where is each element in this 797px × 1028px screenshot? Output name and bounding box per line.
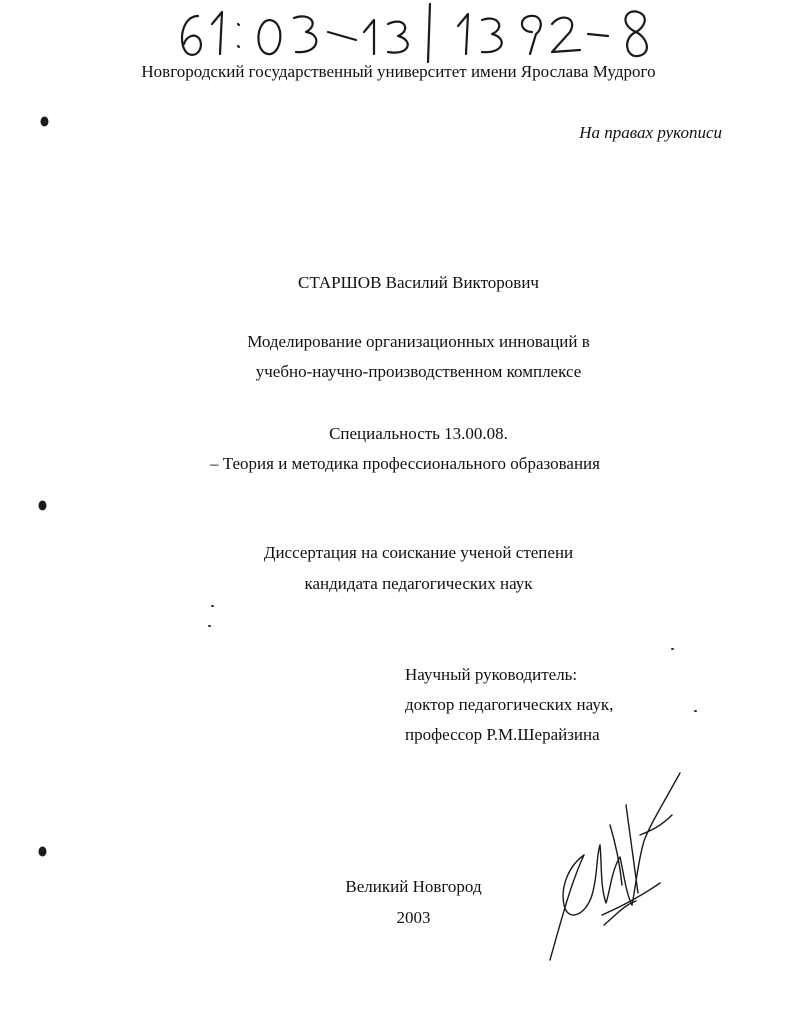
handwritten-signature — [540, 765, 700, 975]
binder-hole-mark — [40, 116, 49, 127]
manuscript-note: На правах рукописи — [579, 123, 722, 142]
university-name: Новгородский государственный университет имени Ярослава Мудрого — [141, 62, 656, 81]
year: 2003 — [396, 908, 431, 927]
specialty-code: Специальность 13.00.08. — [329, 424, 508, 443]
dissertation-degree-line-2: кандидата педагогических наук — [304, 574, 533, 593]
binder-hole-mark — [38, 846, 47, 857]
specialty-name: – Теория и методика профессионального образования — [210, 454, 600, 473]
binder-hole-mark — [38, 500, 47, 511]
supervisor-label: Научный руководитель: — [405, 665, 578, 684]
thesis-title-line-2: учебно-научно-производственном комплексе — [255, 362, 582, 381]
paper-speck — [208, 625, 211, 627]
paper-speck — [211, 605, 214, 607]
supervisor-degree: доктор педагогических наук, — [405, 695, 614, 714]
city: Великий Новгород — [345, 877, 482, 896]
paper-speck — [694, 710, 697, 712]
thesis-title-line-1: Моделирование организационных инноваций в — [247, 332, 590, 351]
handwritten-archive-code — [160, 2, 680, 64]
author-name: СТАРШОВ Василий Викторович — [298, 273, 539, 292]
supervisor-name: профессор Р.М.Шерайзина — [405, 725, 600, 744]
dissertation-degree-line-1: Диссертация на соискание ученой степени — [263, 543, 574, 562]
paper-speck — [671, 648, 674, 650]
